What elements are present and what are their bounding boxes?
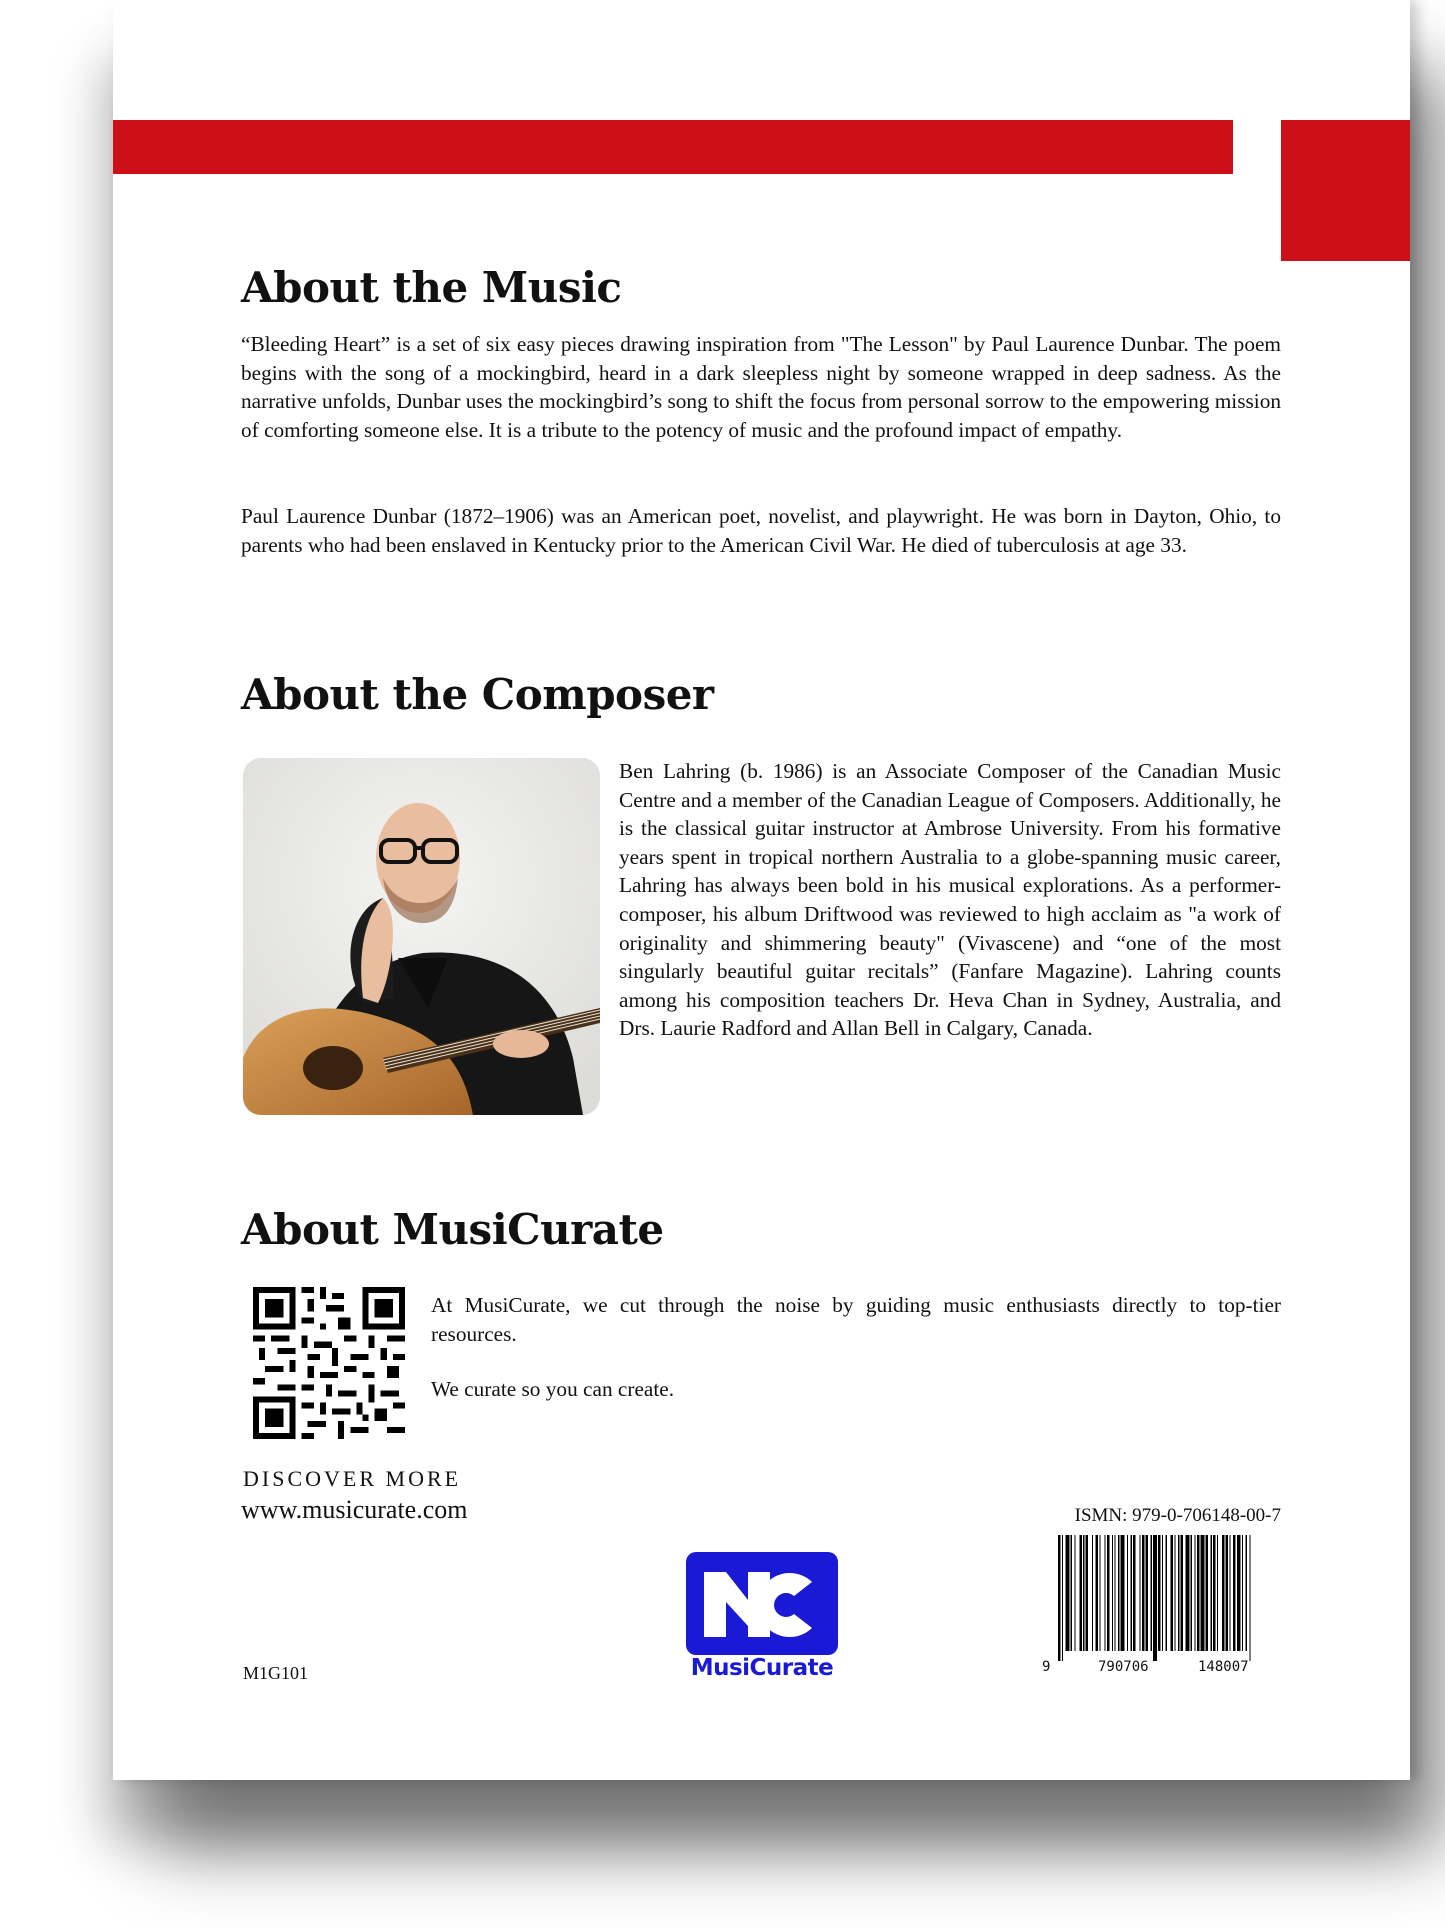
barcode-first-digit: 9 [1042, 1659, 1051, 1675]
barcode-bar [1249, 1535, 1250, 1661]
about-music-paragraph-2: Paul Laurence Dunbar (1872–1906) was an American poet, novelist, and playwright. He was born in Dayton, Ohio, to parents who had been enslaved in Kentucky prior to the American Civil War. He died of tuberculosis at age 33. [241, 504, 1281, 557]
barcode-bar [1162, 1535, 1163, 1651]
composer-bio: Ben Lahring (b. 1986) is an Associate Composer of the Canadian Music Centre and a member of the Canadian League of Composers. Additionally, he is the classical guitar instructor at Ambrose University. From his formative years spent in tropical northern Australia to a globe-spanning music career, Lahring has always been bold in his musical explorations. As a performer-composer, his album Driftwood was reviewed to high acclaim as "a work of originality and shimmering beauty" (Vivascene) and “one of the most singularly beautiful guitar recitals” (Fanfare Magazine). Lahring counts among his composition teachers Dr. Heva Chan in Sydney, Australia, and Drs. Laurie Radford and Allan Bell in Calgary, Canada. [619, 759, 1281, 1041]
musicurate-logo-icon [686, 1552, 838, 1655]
barcode-bar [1092, 1535, 1093, 1651]
about-musicurate-paragraph-1: At MusiCurate, we cut through the noise by guiding music enthusiasts directly to top-tier resources. [431, 1293, 1281, 1346]
barcode-bar [1242, 1535, 1243, 1651]
barcode-bar [1186, 1535, 1190, 1651]
barcode-bar [1211, 1535, 1212, 1651]
about-musicurate-tagline: We curate so you can create. [431, 1377, 675, 1401]
qr-code-icon[interactable] [253, 1287, 405, 1439]
barcode-bar [1142, 1535, 1145, 1651]
catalog-code: M1G101 [243, 1663, 309, 1683]
barcode-bar [1171, 1535, 1174, 1651]
about-music-paragraph-1: “Bleeding Heart” is a set of six easy pieces drawing inspiration from "The Lesson" by Paul Laurence Dunbar. The poem begins with the song of a mockingbird, heard in a dark sleepless night by someone wrapped in deep sadness. As the narrative unfolds, Dunbar uses the mockingbird’s song to shift the focus from personal sorrow to the empowering mission of comforting someone else. It is a tribute to the potency of music and the profound impact of empathy. [241, 332, 1281, 442]
about-musicurate-heading: About MusiCurate [241, 1205, 664, 1254]
barcode-bar [1166, 1535, 1167, 1651]
barcode-bar [1174, 1535, 1175, 1651]
barcode-bar [1131, 1535, 1132, 1651]
barcode-bar [1062, 1535, 1063, 1661]
back-cover-page [113, 0, 1410, 1780]
musicurate-logo-text: MusiCurate [690, 1655, 834, 1681]
red-header-bar [113, 120, 1233, 174]
discover-more-label: DISCOVER MORE [243, 1466, 462, 1491]
barcode-bar [1153, 1535, 1157, 1661]
barcode-bar [1194, 1535, 1195, 1651]
barcode-bar [1222, 1535, 1225, 1651]
barcode-bar [1083, 1535, 1084, 1651]
barcode-bar [1114, 1535, 1115, 1651]
barcode-bar [1096, 1535, 1099, 1651]
barcode-bar [1086, 1535, 1089, 1651]
barcode-bar [1217, 1535, 1218, 1651]
barcode-bar [1246, 1535, 1247, 1651]
barcode-bar [1104, 1535, 1105, 1651]
barcode-bar [1099, 1535, 1100, 1651]
barcode-bar [1079, 1535, 1082, 1651]
barcode-bar [1127, 1535, 1128, 1651]
website-link[interactable]: www.musicurate.com [241, 1495, 468, 1524]
barcode-left-digits: 790706 [1098, 1659, 1149, 1675]
barcode-bar [1139, 1535, 1140, 1651]
barcode-bar [1074, 1535, 1075, 1651]
barcode-bar [1197, 1535, 1200, 1651]
red-corner-block [1281, 120, 1410, 261]
about-composer-heading: About the Composer [241, 670, 714, 719]
barcode-bar [1118, 1535, 1119, 1651]
barcode-bar [1112, 1535, 1113, 1651]
barcode-bar [1158, 1535, 1161, 1651]
barcode-bar [1226, 1535, 1229, 1651]
barcode-right-digits: 148007 [1198, 1659, 1249, 1675]
barcode-bar [1201, 1535, 1205, 1651]
barcode-bar [1066, 1535, 1070, 1651]
barcode-bar [1146, 1535, 1149, 1651]
about-music-heading: About the Music [241, 263, 622, 312]
composer-photo [243, 758, 600, 1115]
barcode-bar [1133, 1535, 1136, 1651]
ismn-label: ISMN: 979-0-706148-00-7 [1074, 1505, 1281, 1526]
barcode-bar [1058, 1535, 1061, 1661]
barcode-bar [1178, 1535, 1179, 1651]
barcode [1038, 1535, 1281, 1675]
barcode-bar [1191, 1535, 1192, 1651]
barcode-bar [1213, 1535, 1216, 1651]
barcode-bar [1237, 1535, 1241, 1651]
barcode-bar [1071, 1535, 1072, 1651]
barcode-bar [1233, 1535, 1236, 1651]
barcode-bar [1151, 1535, 1152, 1651]
barcode-bar [1181, 1535, 1184, 1651]
barcode-bar [1206, 1535, 1209, 1651]
barcode-bar [1107, 1535, 1110, 1651]
barcode-bar [1229, 1535, 1230, 1651]
composer-portrait-illustration [243, 758, 600, 1115]
barcode-bar [1121, 1535, 1125, 1651]
